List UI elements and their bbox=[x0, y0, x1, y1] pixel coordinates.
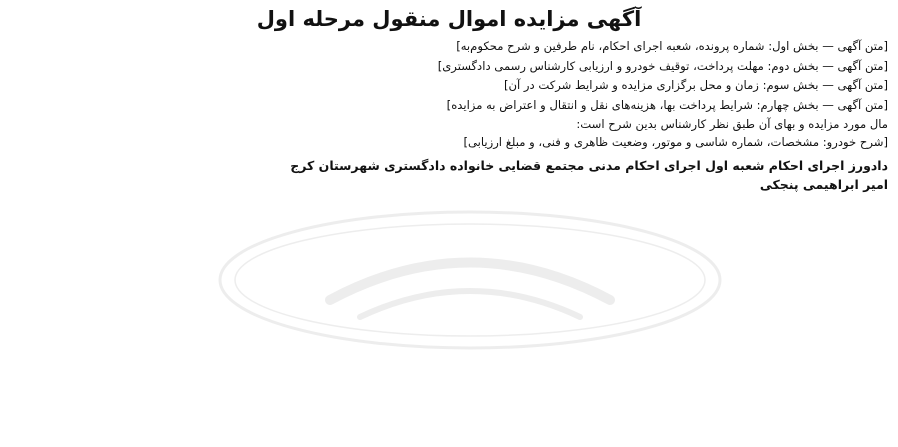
signature-line-title: دادورز اجرای احکام شعبه اول اجرای احکام مدنی مجتمع قضایی خانواده دادگستری شهرستان کرج bbox=[290, 157, 888, 173]
notice-paragraph: [متن آگهی — بخش اول: شماره پرونده، شعبه اجرای احکام، نام طرفین و شرح محکوم‌به] bbox=[456, 39, 888, 53]
notice-paragraph: [متن آگهی — بخش دوم: مهلت پرداخت، توقیف خودرو و ارزیابی کارشناس رسمی دادگستری] bbox=[437, 58, 888, 73]
notice-title: آگهی مزایده اموال منقول مرحله اول bbox=[256, 7, 642, 31]
notice-paragraph: [متن آگهی — بخش چهارم: شرایط پرداخت بها، هزینه‌های نقل و انتقال و اعتراض به مزایده] bbox=[446, 97, 888, 112]
notice-vehicle-description: [شرح خودرو: مشخصات، شماره شاسی و موتور، وضعیت ظاهری و فنی، و مبلغ ارزیابی] bbox=[463, 134, 888, 149]
watermark-emblem-icon bbox=[210, 205, 730, 355]
signature-block bbox=[10, 156, 888, 194]
notice-verdict-intro: مال مورد مزایده و بهای آن طبق نظر کارشناس بدین شرح است: bbox=[576, 117, 888, 132]
notice-paragraph: [متن آگهی — بخش سوم: زمان و محل برگزاری مزایده و شرایط شرکت در آن] bbox=[503, 78, 888, 93]
notice-body bbox=[10, 38, 888, 152]
signature-line-name: امیر ابراهیمی پنجکی bbox=[759, 176, 888, 192]
